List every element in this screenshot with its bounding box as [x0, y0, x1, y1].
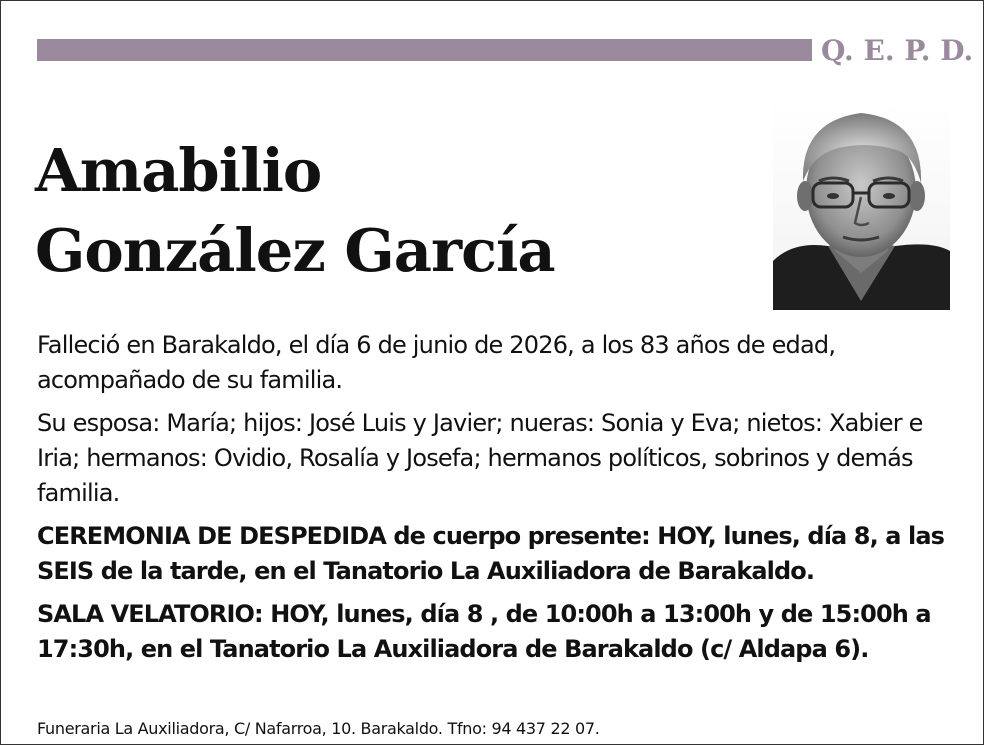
deceased-surnames: González García — [35, 216, 555, 285]
deceased-first-name: Amabilio — [35, 136, 322, 205]
ceremony-details: CEREMONIA DE DESPEDIDA de cuerpo presente: HOY, lunes, día 8, a las SEIS de la tarde, en el Tanatorio La Auxiliadora de Barakaldo. — [37, 522, 945, 585]
family-list: Su esposa: María; hijos: José Luis y Javier; nueras: Sonia y Eva; nietos: Xabier e Iria; hermanos: Ovidio, Rosalía y Josefa; hermanos políticos, sobrinos y demás familia. — [37, 409, 923, 507]
wake-details: SALA VELATORIO: HOY, lunes, día 8 , de 10:00h a 13:00h y de 15:00h a 17:30h, en el Tanatorio La Auxiliadora de Barakaldo (c/ Aldapa 6). — [37, 600, 931, 663]
notice-body — [37, 328, 952, 675]
death-announcement: Falleció en Barakaldo, el día 6 de junio de 2026, a los 83 años de edad, acompañado de su familia. — [37, 331, 836, 394]
portrait-photo — [773, 101, 950, 310]
qepd-heading: Q. E. P. D. — [821, 34, 974, 67]
deceased-name — [35, 131, 555, 291]
funeral-home-info: Funeraria La Auxiliadora, C/ Nafarroa, 10. Barakaldo. Tfno: 94 437 22 07. — [37, 719, 600, 738]
header-bar — [37, 39, 812, 61]
